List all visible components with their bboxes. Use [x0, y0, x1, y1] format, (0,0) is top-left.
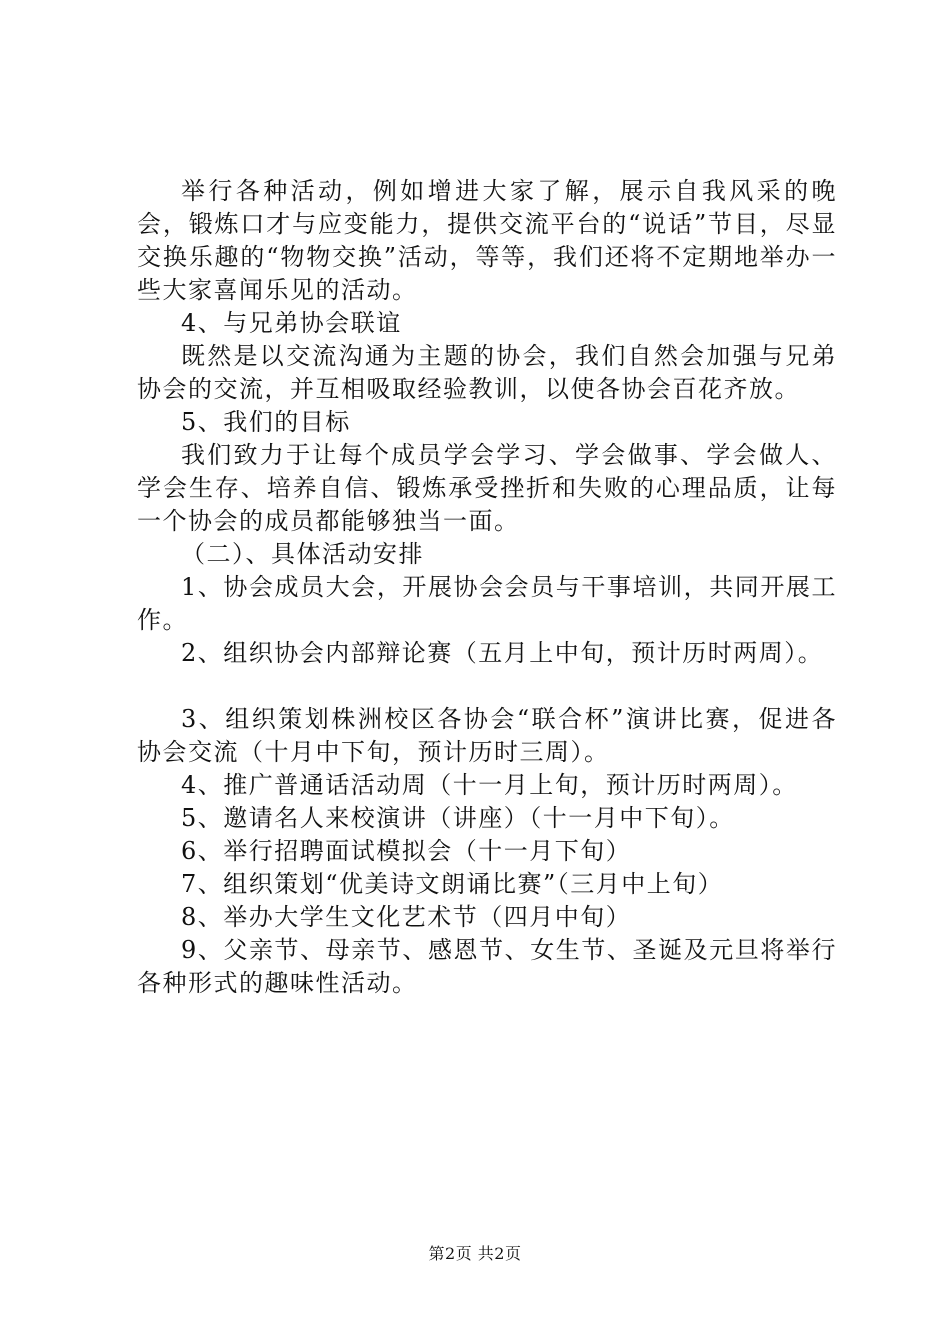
page-number-footer: 第2页 共2页: [428, 1244, 522, 1263]
list-item-5: 5、邀请名人来校演讲（讲座）（十一月中下旬）。: [181, 804, 735, 832]
paragraph-our-goals: 我们致力于让每个成员学会学习、学会做事、学会做人、学会生存、培养自信、锻炼承受挫折和失败的心理品质，让每一个协会的成员都能够独当一面。: [137, 441, 837, 535]
heading-our-goals: 5、我们的目标: [181, 408, 351, 436]
list-item-6: 6、举行招聘面试模拟会（十一月下旬）: [181, 837, 632, 865]
heading-brother-associations: 4、与兄弟协会联谊: [181, 309, 402, 337]
paragraph-brother-associations: 既然是以交流沟通为主题的协会，我们自然会加强与兄弟协会的交流，并互相吸取经验教训，以使各协会百花齐放。: [137, 342, 837, 403]
list-item-4: 4、推广普通话活动周（十一月上旬，预计历时两周）。: [181, 771, 798, 799]
list-item-3: 3、组织策划株洲校区各协会“联合杯”演讲比赛，促进各协会交流（十月中下旬，预计历时三周）。: [137, 705, 837, 766]
list-item-2: 2、组织协会内部辩论赛（五月上中旬，预计历时两周）。: [181, 639, 824, 667]
list-item-9: 9、父亲节、母亲节、感恩节、女生节、圣诞及元旦将举行各种形式的趣味性活动。: [137, 936, 837, 997]
document-body: [137, 175, 837, 1000]
list-item-1: 1、协会成员大会，开展协会会员与干事培训，共同开展工作。: [137, 573, 837, 634]
list-item-8: 8、举办大学生文化艺术节（四月中旬）: [181, 903, 632, 931]
list-item-7: 7、组织策划“优美诗文朗诵比赛”（三月中上旬）: [181, 870, 724, 898]
paragraph-activities-intro: 举行各种活动，例如增进大家了解，展示自我风采的晚会，锻炼口才与应变能力，提供交流平台的“说话”节目，尽显交换乐趣的“物物交换”活动，等等，我们还将不定期地举办一些大家喜闻乐见的活动。: [137, 177, 837, 304]
heading-activity-schedule: （二）、具体活动安排: [181, 540, 424, 568]
